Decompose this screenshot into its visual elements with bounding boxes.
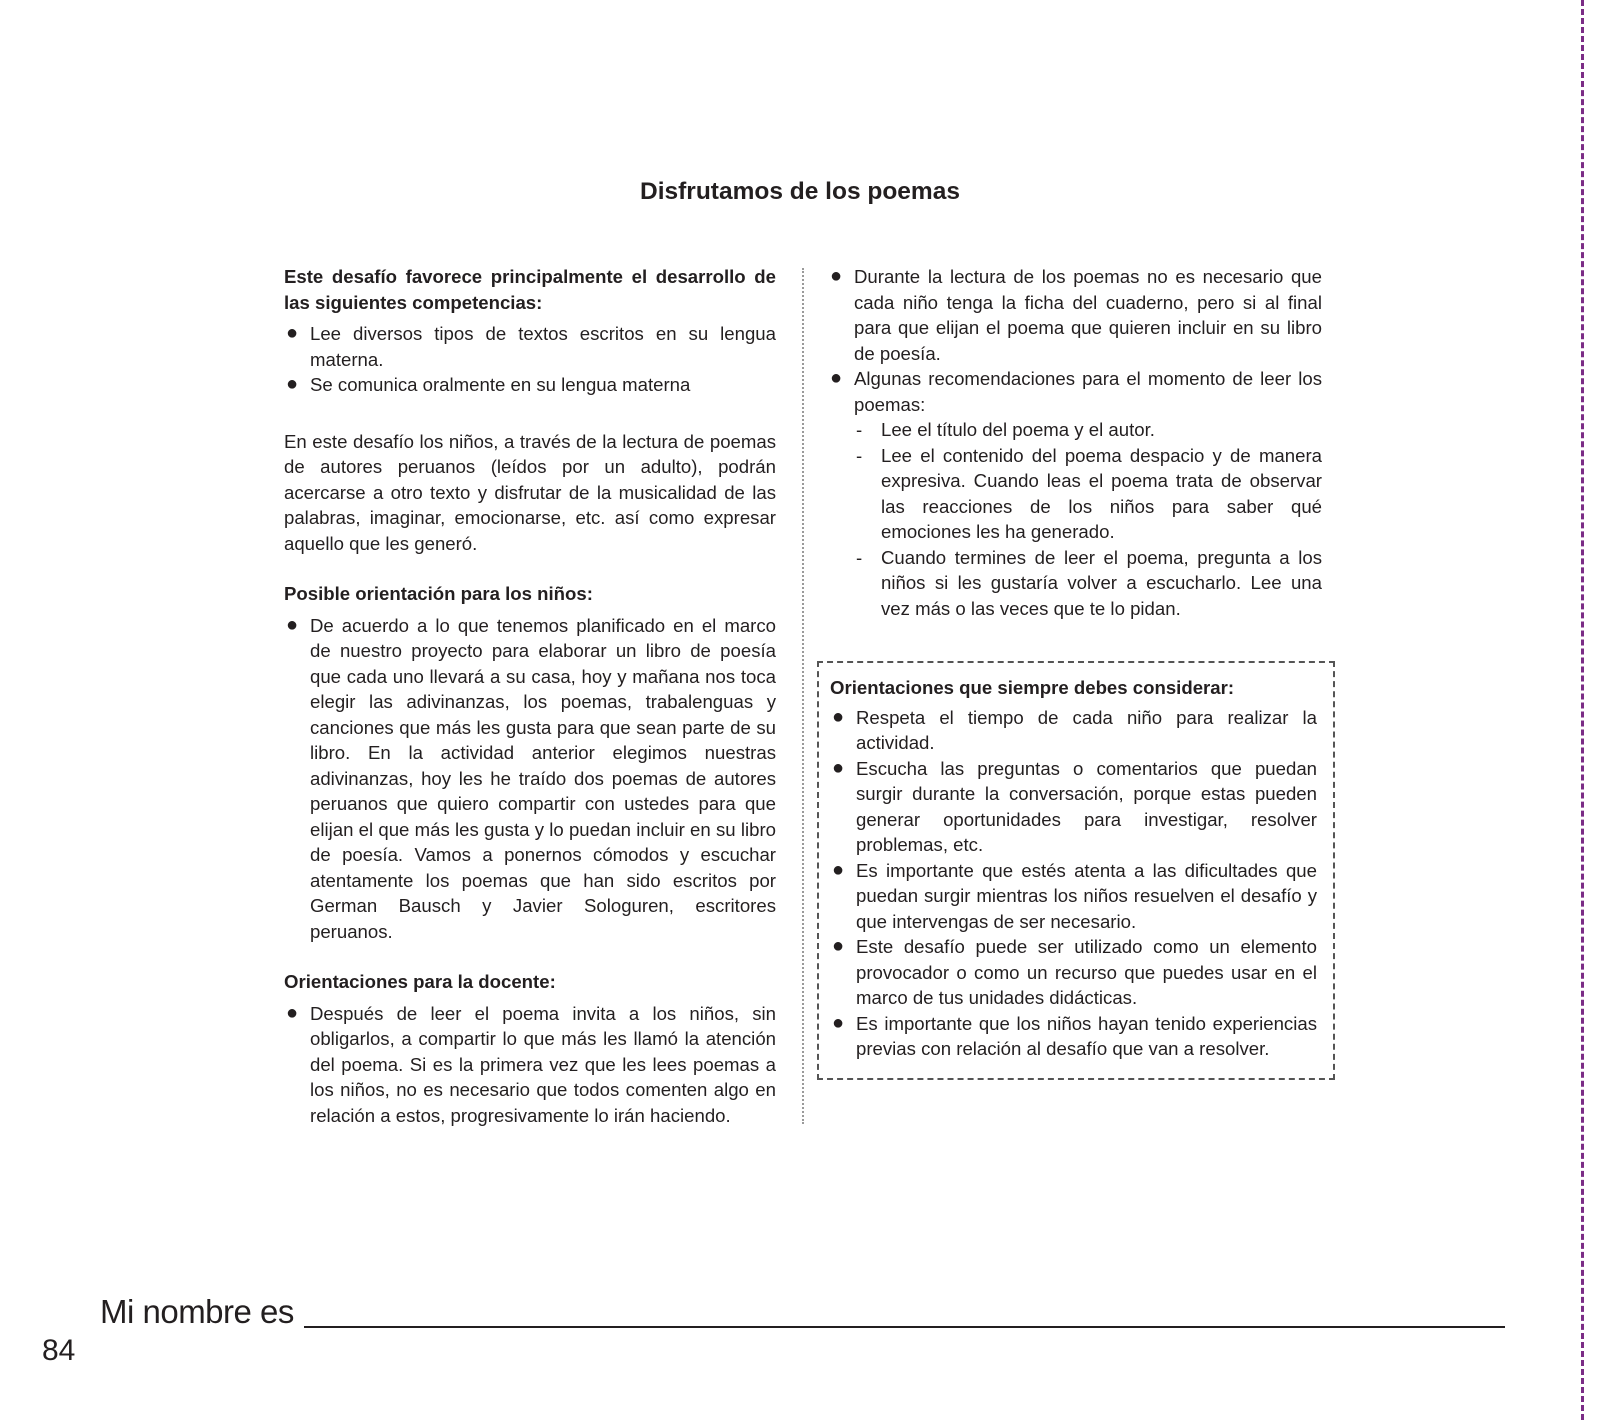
intro-paragraph: En este desafío los niños, a través de la lectura de poemas de autores peruanos (leídos por un adulto), podrán acercarse a otro texto y disfrutar de la musicalidad de las palabras, imaginar, emocionarse, etc. así como expresar aquello que les generó.	[284, 430, 776, 554]
list-item: ● Después de leer el poema invita a los niños, sin obligarlos, a compartir lo que más les llamó la atención del poema. Si es la primera vez que les lees poemas a los niños, no es necesario que todos comenten algo en relación a estos, progresivamente lo irán haciendo.	[286, 1001, 776, 1126]
list-item: - Lee el contenido del poema despacio y de manera expresiva. Cuando leas el poema trata de observar las reacciones de los niños para saber qué emociones les ha generado.	[856, 444, 1322, 542]
competencies-list	[284, 321, 776, 398]
recommendations-list	[854, 417, 1322, 621]
cut-line	[1581, 0, 1584, 1420]
tips-box	[817, 661, 1335, 1080]
bullet-icon: ●	[832, 1011, 845, 1034]
list-item: ● Es importante que los niños hayan tenido experiencias previas con relación al desafío que van a resolver.	[832, 1011, 1317, 1059]
list-item: ● De acuerdo a lo que tenemos planificado en el marco de nuestro proyecto para elaborar un libro de poesía que cada uno llevará a su casa, hoy y mañana nos toca elegir las adivinanzas, los poemas, trabalenguas y canciones que más les gusta para que sean parte de su libro. En la actividad anterior elegimos nuestras adivinanzas, hoy les he traído dos poemas de autores peruanos que quiero compartir con ustedes para que elijan el que más les gusta y lo puedan incluir en su libro de poesía. Vamos a ponernos cómodos y escuchar atentamente los poemas que han sido escritos por German Bausch y Javier Sologuren, escritores peruanos.	[286, 613, 776, 942]
bullet-icon: ●	[830, 265, 843, 287]
children-orientation-list	[284, 613, 776, 945]
name-write-line[interactable]	[304, 1326, 1505, 1328]
name-label: Mi nombre es	[100, 1293, 294, 1330]
bullet-icon: ●	[286, 613, 299, 636]
tips-list	[830, 705, 1317, 1062]
bullet-icon: ●	[832, 858, 845, 881]
dash-icon: -	[856, 419, 863, 440]
name-field-area	[100, 1293, 1510, 1343]
dash-icon: -	[856, 444, 863, 466]
list-item: - Cuando termines de leer el poema, pregunta a los niños si les gustaría volver a escucharlo. Lee una vez más o las veces que te lo pidan.	[856, 546, 1322, 619]
reading-notes-list	[828, 264, 1322, 621]
list-item: ● Escucha las preguntas o comentarios que puedan surgir durante la conversación, porque estas pueden generar oportunidades para investigar, resolver problemas, etc.	[832, 756, 1317, 855]
list-item: - Lee el título del poema y el autor.	[854, 417, 1322, 443]
list-item: ● Lee diversos tipos de textos escritos en su lengua materna.	[286, 322, 776, 370]
left-column	[284, 264, 776, 1128]
bullet-icon: ●	[832, 756, 845, 779]
bullet-icon: ●	[286, 1001, 299, 1024]
right-column	[828, 264, 1322, 621]
bullet-icon: ●	[286, 373, 299, 395]
tips-heading: Orientaciones que siempre debes considerar:	[830, 677, 1235, 698]
list-item: ● Algunas recomendaciones para el momento de leer los poemas: - Lee el título del poema y el autor. - Lee el contenido del poema despacio y de manera expresiva. Cuando leas el poema trata de observar las reacciones de los niños para saber qué emociones les ha generado. - Cuando termines de leer el poema, pregunta a los niños si les gustaría volver a escucharlo. Lee una vez más o las veces que te lo pidan.	[828, 366, 1322, 621]
page-title: Disfrutamos de los poemas	[640, 178, 960, 205]
bullet-icon: ●	[286, 322, 299, 344]
bullet-icon: ●	[832, 705, 845, 728]
bullet-icon: ●	[832, 935, 845, 957]
list-item: ● Durante la lectura de los poemas no es necesario que cada niño tenga la ficha del cuaderno, pero si al final para que elijan el poema que quieren incluir en su libro de poesía.	[830, 265, 1322, 364]
column-divider	[802, 268, 804, 1124]
bullet-icon: ●	[830, 367, 843, 389]
list-item: ● Se comunica oralmente en su lengua materna	[284, 372, 776, 398]
teacher-orientation-heading: Orientaciones para la docente:	[284, 971, 556, 992]
page-number: 84	[42, 1334, 76, 1367]
competencies-heading: Este desafío favorece principalmente el desarrollo de las siguientes competencias:	[284, 266, 776, 313]
children-orientation-heading: Posible orientación para los niños:	[284, 583, 593, 604]
teacher-orientation-list	[284, 1001, 776, 1129]
dash-icon: -	[856, 546, 863, 568]
list-item: ● Respeta el tiempo de cada niño para realizar la actividad.	[832, 705, 1317, 753]
list-item: ● Es importante que estés atenta a las dificultades que puedan surgir mientras los niños resuelven el desafío y que intervengas de ser necesario.	[832, 858, 1317, 932]
list-item: ● Este desafío puede ser utilizado como un elemento provocador o como un recurso que puedes usar en el marco de tus unidades didácticas.	[832, 935, 1317, 1008]
